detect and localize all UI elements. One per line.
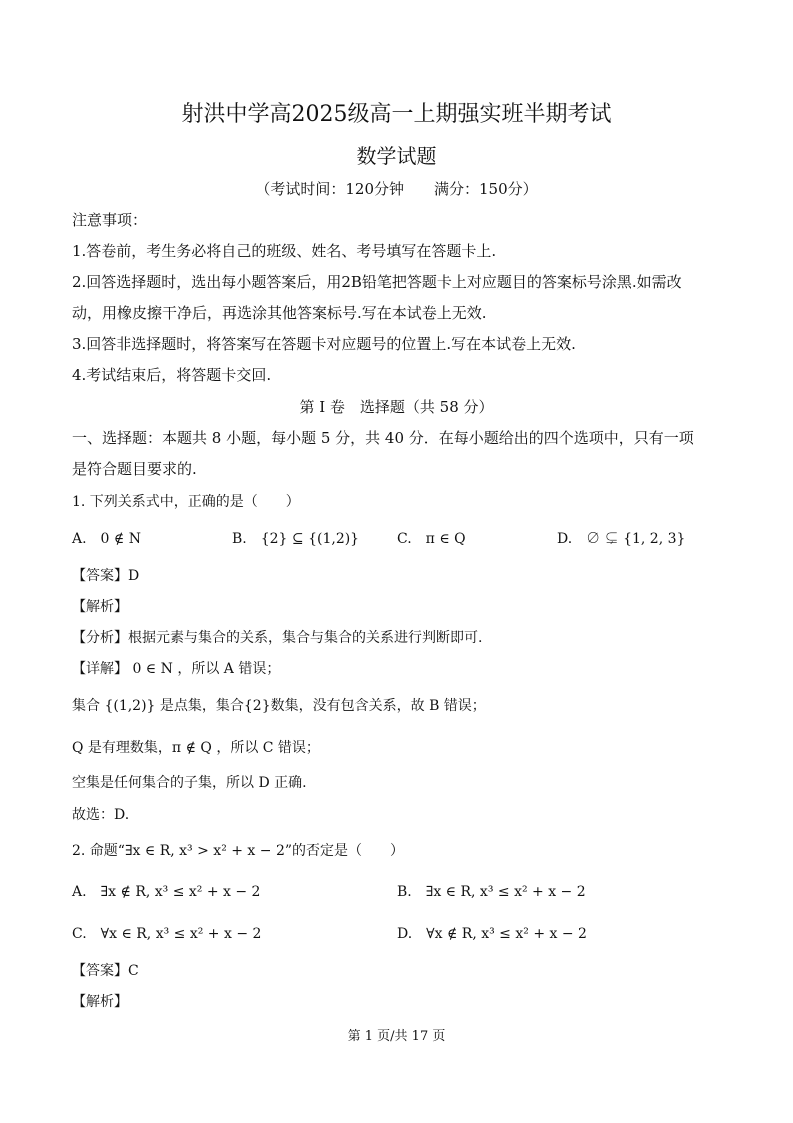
q1-detail-1: 【详解】 0 ∈ N ，所以 A 错误； [72, 661, 281, 677]
section-intro-line-1: 一、选择题：本题共 8 小题，每小题 5 分，共 40 分．在每小题给出的四个选项中，只有一项 [72, 429, 694, 447]
notes-item-3: 3.回答非选择题时，将答案写在答题卡对应题号的位置上.写在本试卷上无效. [72, 335, 576, 353]
exam-info: （考试时间：120分钟 满分：150分） [255, 180, 538, 198]
q1-analysis-label: 【解析】 [72, 599, 128, 615]
notes-item-2-line-2: 动，用橡皮擦干净后，再选涂其他答案标号.写在本试卷上无效. [72, 304, 487, 322]
q1-option-c: C. π ∈ Q [397, 531, 466, 547]
notes-heading: 注意事项： [72, 211, 148, 229]
exam-subtitle: 数学试题 [356, 144, 437, 168]
notes-item-4: 4.考试结束后，将答题卡交回. [72, 366, 272, 384]
q2-answer: 【答案】C [72, 963, 139, 979]
q2-option-a: A. ∃x ∉ R, x³ ≤ x² + x − 2 [72, 884, 261, 900]
section-intro-line-2: 是符合题目要求的. [72, 460, 197, 478]
q1-option-a: A. 0 ∉ N [72, 531, 141, 547]
q2-option-d: D. ∀x ∉ R, x³ ≤ x² + x − 2 [397, 926, 587, 942]
q2-analysis-label: 【解析】 [72, 994, 128, 1010]
q2-stem: 2. 命题“∃x ∈ R, x³ > x² + x − 2”的否定是（ ） [72, 843, 405, 859]
q1-option-b: B. {2} ⊆ {(1,2)} [232, 531, 360, 547]
q2-option-c: C. ∀x ∈ R, x³ ≤ x² + x − 2 [72, 926, 262, 942]
q1-detail-3: Q 是有理数集，π ∉ Q ，所以 C 错误； [72, 740, 320, 756]
q1-fenxi: 【分析】根据元素与集合的关系，集合与集合的关系进行判断即可. [72, 630, 483, 646]
q1-conclusion: 故选：D. [72, 807, 130, 823]
q2-option-b: B. ∃x ∈ R, x³ ≤ x² + x − 2 [397, 884, 586, 900]
q1-option-d: D. ∅ ⊊ {1, 2, 3} [557, 531, 686, 547]
q1-stem: 1. 下列关系式中，正确的是（ ） [72, 494, 300, 510]
q1-detail-4: 空集是任何集合的子集，所以 D 正确. [72, 775, 307, 791]
exam-title: 射洪中学高2025级高一上期强实班半期考试 [181, 102, 612, 127]
q1-answer: 【答案】D [72, 568, 140, 584]
page-footer: 第 1 页/共 17 页 [347, 1029, 446, 1044]
notes-item-2-line-1: 2.回答选择题时，选出每小题答案后，用2B铅笔把答题卡上对应题目的答案标号涂黑.如需改 [72, 273, 682, 291]
q1-detail-2: 集合 {(1,2)} 是点集，集合{2}数集，没有包含关系，故 B 错误； [72, 698, 486, 714]
section-title: 第 I 卷 选择题（共 58 分） [299, 398, 494, 416]
notes-item-1: 1.答卷前，考生务必将自己的班级、姓名、考号填写在答题卡上. [72, 242, 497, 260]
